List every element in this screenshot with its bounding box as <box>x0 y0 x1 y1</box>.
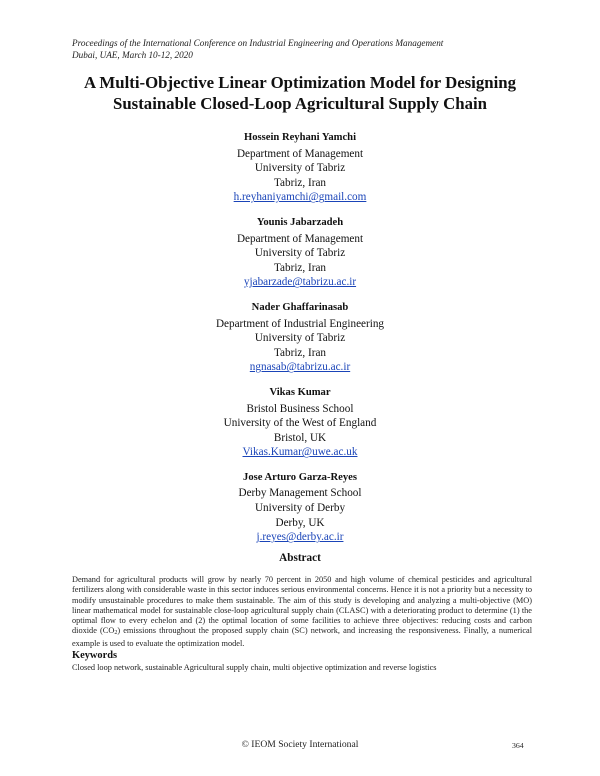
page-number: 364 <box>512 741 524 750</box>
author-location: Bristol, UK <box>273 431 327 444</box>
author-block <box>0 471 600 545</box>
author-institution: University of the West of England <box>223 417 377 430</box>
author-name: Vikas Kumar <box>269 386 331 398</box>
abstract-text-part-1: Demand for agricultural products will grow by nearly 70 percent in 2050 and high volume of chemical pesticides and agricultural fertilizers along with considerable waste in this sector induces serious environmental concerns. Hence it is not a priority but a necessity to modify unsustainable procedures to make them sustainable. The aim of this study is developing and analyzing a multi-objective (MO) linear mathematical model for sustainable close-loop agricultural supply chain (CLASC) with a deteriorating product to determine (1) the optimal flow to every echelon and (2) the optimal location of some facilities to achieve three objectives: reducing costs and carbon dioxide (CO <box>72 575 532 636</box>
paper-title-line-2: Sustainable Closed-Loop Agricultural Supply Chain <box>113 94 487 113</box>
author-name: Nader Ghaffarinasab <box>251 301 349 313</box>
abstract-subscript: 2 <box>114 630 118 637</box>
author-email-link[interactable]: h.reyhaniyamchi@gmail.com <box>233 191 367 204</box>
author-location: Tabriz, Iran <box>273 261 326 274</box>
paper-title-line-1: A Multi-Objective Linear Optimization Model for Designing <box>84 73 516 92</box>
author-department: Department of Management <box>236 147 364 160</box>
author-department: Department of Industrial Engineering <box>215 317 385 330</box>
author-name: Hossein Reyhani Yamchi <box>243 132 357 143</box>
author-block <box>0 216 600 290</box>
abstract-heading: Abstract <box>279 552 321 564</box>
author-name: Jose Arturo Garza-Reyes <box>243 471 357 483</box>
author-department: Derby Management School <box>238 487 362 500</box>
author-location: Tabriz, Iran <box>273 346 326 359</box>
author-email-link[interactable]: Vikas.Kumar@uwe.ac.uk <box>242 446 358 459</box>
author-block <box>0 301 600 375</box>
conference-name: Proceedings of the International Conference on Industrial Engineering and Operations Management <box>72 38 444 48</box>
author-block <box>0 131 600 205</box>
author-department: Department of Management <box>236 232 364 245</box>
copyright-footer: © IEOM Society International <box>241 739 359 750</box>
author-institution: University of Tabriz <box>254 332 346 345</box>
author-email-link[interactable]: ngnasab@tabrizu.ac.ir <box>249 361 351 374</box>
author-list <box>0 131 600 556</box>
author-block <box>0 386 600 460</box>
author-institution: University of Tabriz <box>254 162 346 175</box>
author-location: Derby, UK <box>275 516 325 529</box>
author-institution: University of Derby <box>254 502 346 515</box>
author-location: Tabriz, Iran <box>273 176 326 189</box>
author-name: Younis Jabarzadeh <box>256 216 344 228</box>
paper-title <box>40 72 560 114</box>
keywords-text: Closed loop network, sustainable Agricultural supply chain, multi objective optimization and reverse logistics <box>72 663 437 672</box>
conference-header <box>72 37 542 61</box>
abstract-body <box>72 575 532 649</box>
author-email-link[interactable]: j.reyes@derby.ac.ir <box>256 531 344 544</box>
author-institution: University of Tabriz <box>254 247 346 260</box>
author-email-link[interactable]: yjabarzade@tabrizu.ac.ir <box>243 276 357 289</box>
keywords-heading: Keywords <box>72 650 118 661</box>
conference-location-date: Dubai, UAE, March 10-12, 2020 <box>72 50 193 60</box>
author-department: Bristol Business School <box>246 402 354 415</box>
abstract-text-part-2: ) emissions throughout the proposed supply chain (SC) network, and increasing the responsiveness. Finally, a numerical example is used to evaluate the optimization model. <box>72 626 532 648</box>
